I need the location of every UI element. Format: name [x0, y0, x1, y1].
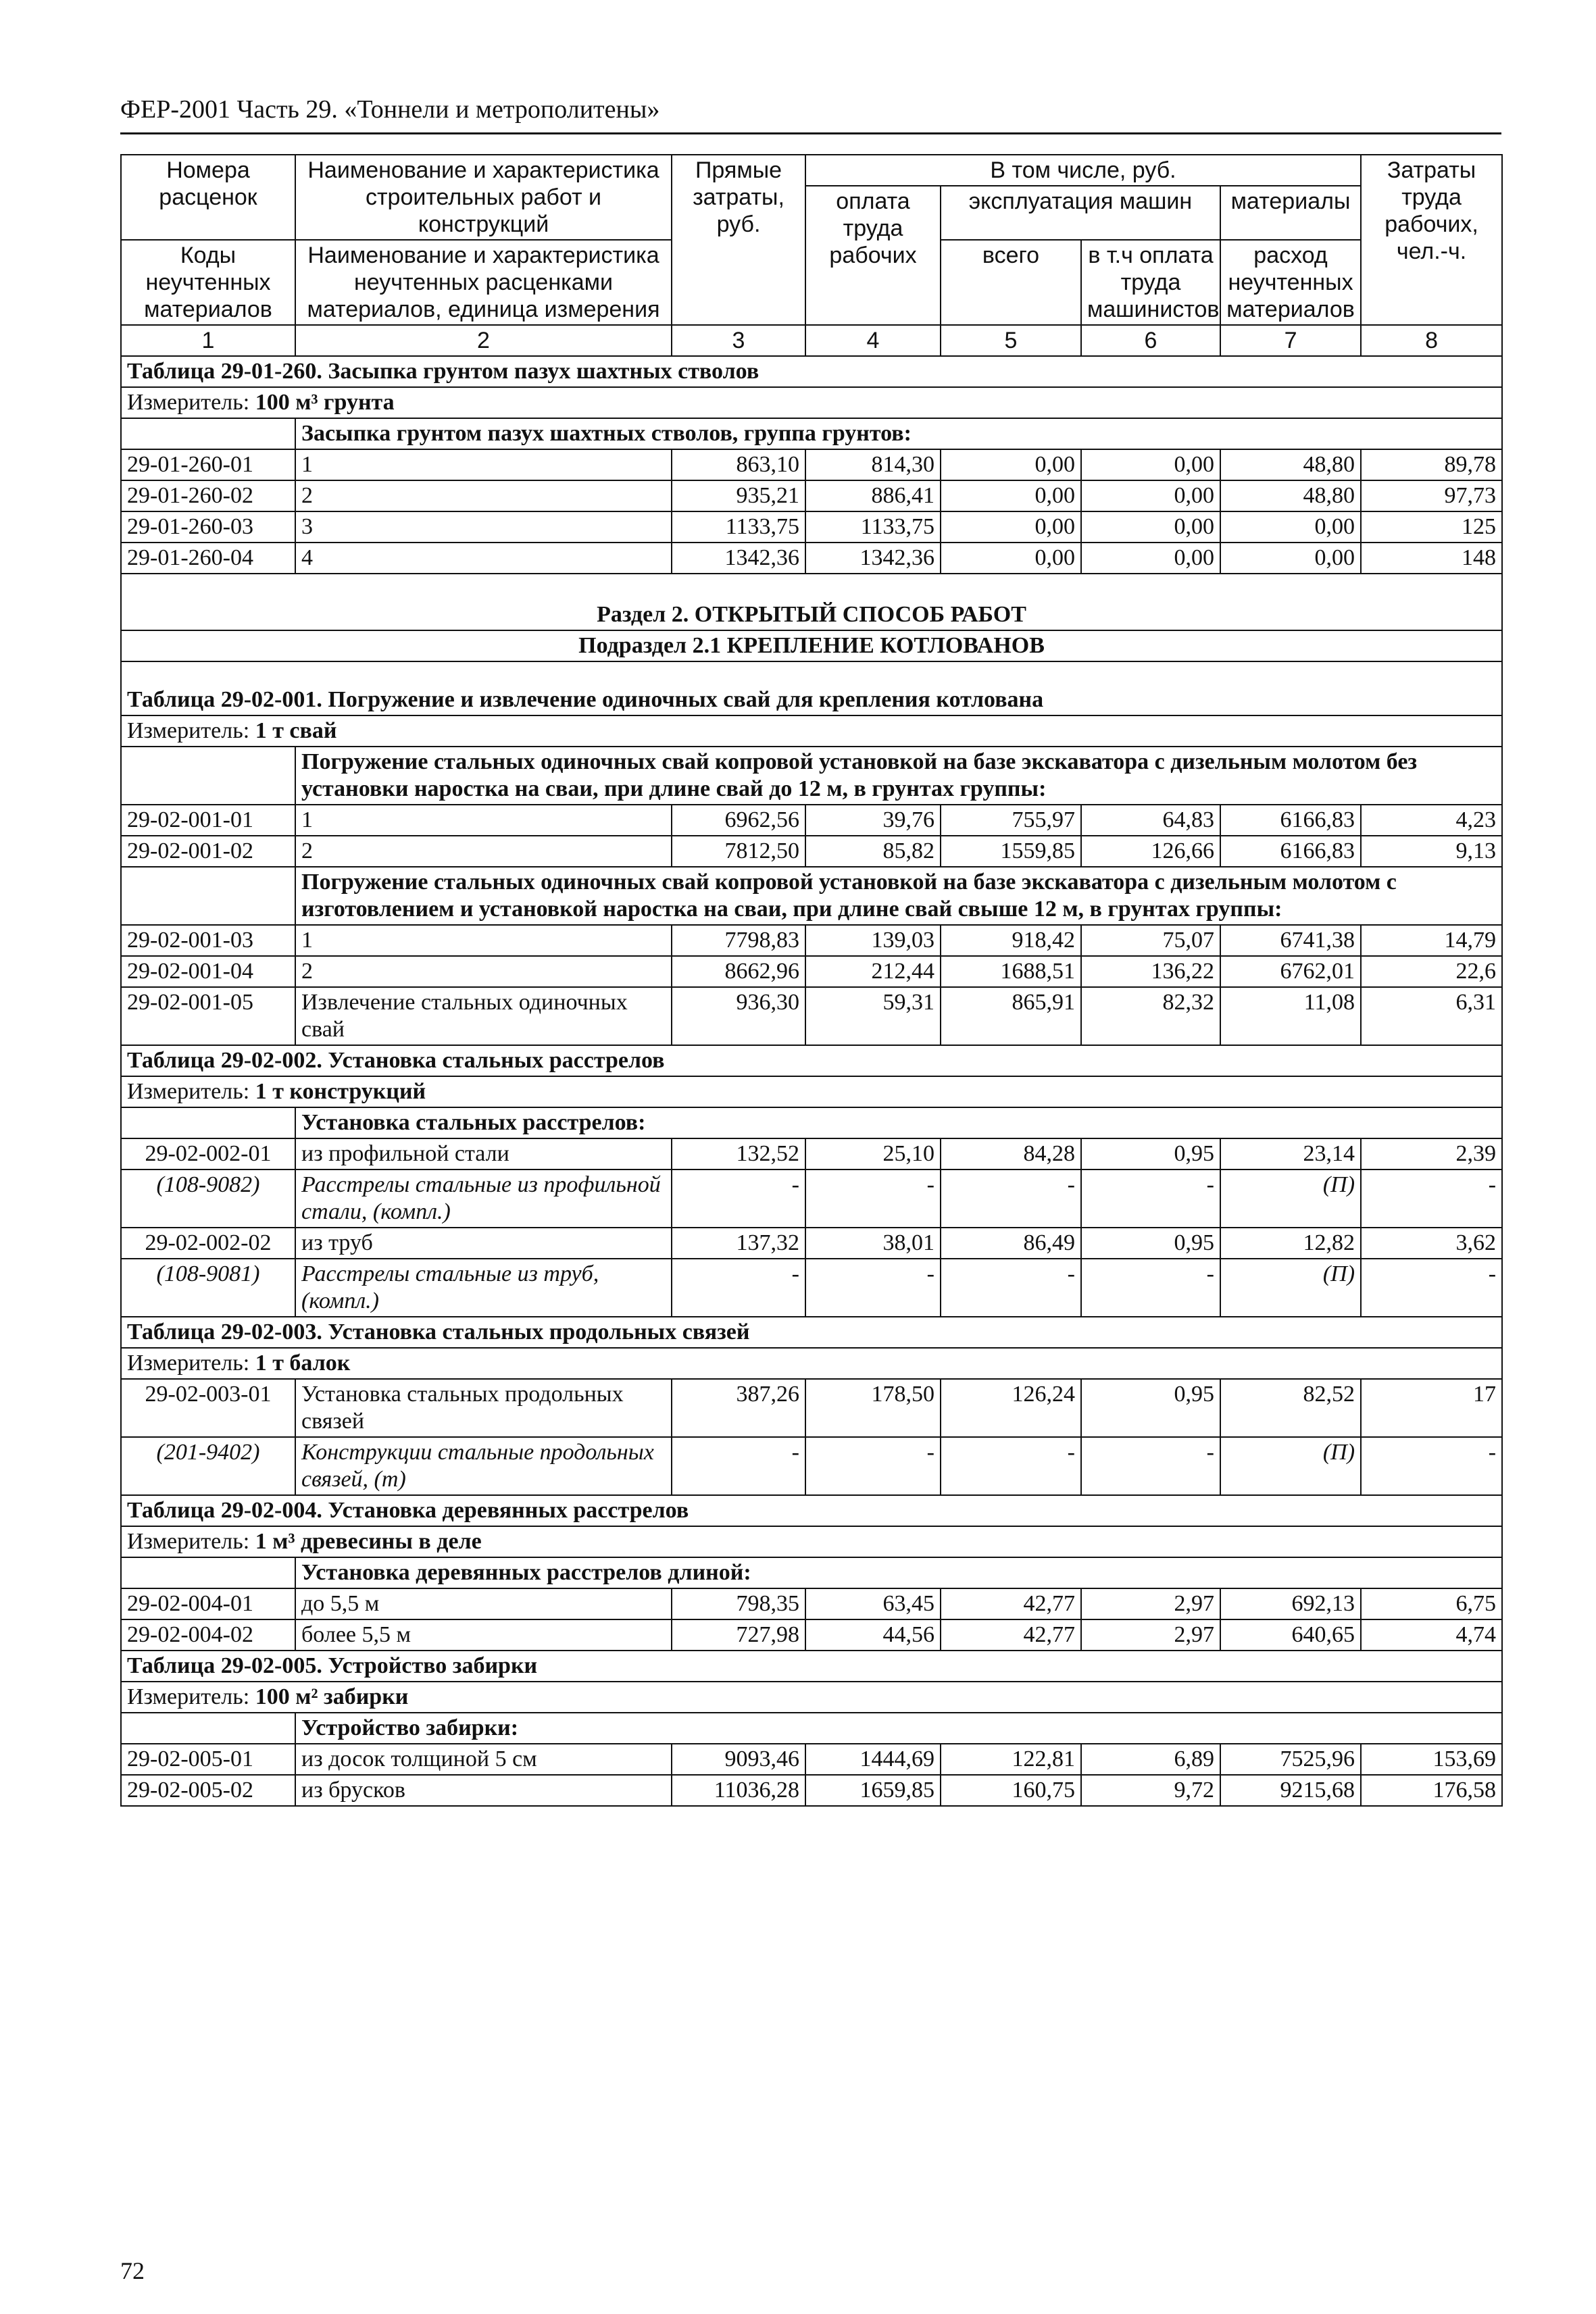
table-cell: 0,00 [1081, 449, 1220, 480]
col-machines-header: эксплуатация машин [941, 186, 1220, 240]
table-cell: - [1361, 1259, 1502, 1317]
table-cell: - [941, 1259, 1081, 1317]
table-cell: 1342,36 [672, 543, 805, 574]
col-group-header: В том числе, руб. [805, 155, 1361, 186]
table-cell: из профильной стали [295, 1138, 672, 1169]
col-machines-total-header: всего [941, 240, 1081, 325]
col-name-header: Наименование и характеристика строительных работ и конструкций [295, 155, 672, 240]
table-cell: Установка стальных продольных связей [295, 1379, 672, 1437]
table-cell: 29-02-004-02 [121, 1619, 295, 1651]
group-heading: Погружение стальных одиночных свай копровой установкой на базе экскаватора с дизельным молотом без установки наростка на сваи, при длине свай до 12 м, в грунтах группы: [295, 747, 1502, 805]
table-cell: 63,45 [805, 1588, 941, 1619]
table-cell: 139,03 [805, 925, 941, 956]
table-cell: 1444,69 [805, 1744, 941, 1775]
table-cell: 39,76 [805, 805, 941, 836]
table-cell: 25,10 [805, 1138, 941, 1169]
group-heading: Устройство забирки: [295, 1713, 1502, 1744]
table-cell: 23,14 [1220, 1138, 1361, 1169]
table-cell: 6166,83 [1220, 805, 1361, 836]
table-row [121, 1775, 1502, 1806]
col-wages-header: оплата труда рабочих [805, 186, 941, 325]
table-cell: 11,08 [1220, 987, 1361, 1045]
table-cell: 886,41 [805, 480, 941, 511]
table-cell: - [941, 1169, 1081, 1228]
table-cell: до 5,5 м [295, 1588, 672, 1619]
table-cell: 2,97 [1081, 1619, 1220, 1651]
table-cell: 0,00 [941, 543, 1081, 574]
material-row [121, 1169, 1502, 1228]
col-material-consumption-header: расход неучтенных материалов [1220, 240, 1361, 325]
col-materials-header: материалы [1220, 186, 1361, 240]
table-cell: Конструкции стальные продольных связей, (т) [295, 1437, 672, 1495]
table-cell: - [1361, 1169, 1502, 1228]
table-cell: 6166,83 [1220, 836, 1361, 867]
table-cell: 29-02-005-02 [121, 1775, 295, 1806]
table-cell: 3 [295, 511, 672, 543]
table-cell: 137,32 [672, 1228, 805, 1259]
table-cell: (108-9082) [121, 1169, 295, 1228]
table-cell: 122,81 [941, 1744, 1081, 1775]
table-cell: 0,00 [1220, 511, 1361, 543]
table-cell: 38,01 [805, 1228, 941, 1259]
table-cell: 1559,85 [941, 836, 1081, 867]
table-cell: 0,00 [1081, 480, 1220, 511]
table-cell: 7525,96 [1220, 1744, 1361, 1775]
table-cell: 97,73 [1361, 480, 1502, 511]
table-cell: 0,00 [1220, 543, 1361, 574]
table-row [121, 836, 1502, 867]
table-cell: 126,24 [941, 1379, 1081, 1437]
table-cell: 0,00 [941, 480, 1081, 511]
table-cell: 42,77 [941, 1619, 1081, 1651]
table-row [121, 956, 1502, 987]
table-row [121, 805, 1502, 836]
table-cell: 29-01-260-02 [121, 480, 295, 511]
table-cell: (П) [1220, 1437, 1361, 1495]
table-cell: 178,50 [805, 1379, 941, 1437]
table-cell: 22,6 [1361, 956, 1502, 987]
page-header: ФЕР-2001 Часть 29. «Тоннели и метрополитены» [120, 95, 660, 124]
table-cell: 1659,85 [805, 1775, 941, 1806]
table-cell: 865,91 [941, 987, 1081, 1045]
table-cell: 2,39 [1361, 1138, 1502, 1169]
group-heading: Установка деревянных расстрелов длиной: [295, 1557, 1502, 1588]
table-cell: 59,31 [805, 987, 941, 1045]
table-cell: 11036,28 [672, 1775, 805, 1806]
table-cell: 4,74 [1361, 1619, 1502, 1651]
table-cell: 86,49 [941, 1228, 1081, 1259]
table-cell: 0,95 [1081, 1138, 1220, 1169]
table-cell: 9215,68 [1220, 1775, 1361, 1806]
table-cell: 3,62 [1361, 1228, 1502, 1259]
table-cell: Расстрелы стальные из труб, (компл.) [295, 1259, 672, 1317]
table-cell: 9,72 [1081, 1775, 1220, 1806]
table-cell: - [805, 1437, 941, 1495]
table-cell: 1133,75 [672, 511, 805, 543]
material-row [121, 1259, 1502, 1317]
table-cell: 0,95 [1081, 1228, 1220, 1259]
table-row [121, 1744, 1502, 1775]
table-title: Таблица 29-02-005. Устройство забирки [121, 1651, 1502, 1682]
table-cell: 44,56 [805, 1619, 941, 1651]
table-cell: 1688,51 [941, 956, 1081, 987]
column-number-row: 1 2 3 4 5 6 7 8 [121, 325, 1502, 356]
table-cell: 0,00 [941, 449, 1081, 480]
meter-line: Измеритель: 1 т конструкций [121, 1076, 1502, 1107]
table-cell: 863,10 [672, 449, 805, 480]
table-cell: - [805, 1259, 941, 1317]
table-cell: - [1081, 1259, 1220, 1317]
table-cell: 29-02-004-01 [121, 1588, 295, 1619]
table-cell: 1 [295, 449, 672, 480]
table-cell: 132,52 [672, 1138, 805, 1169]
table-cell: 935,21 [672, 480, 805, 511]
table-cell: Расстрелы стальные из профильной стали, (компл.) [295, 1169, 672, 1228]
table-row [121, 1228, 1502, 1259]
table-cell: 48,80 [1220, 449, 1361, 480]
col-material-codes-header: Коды неучтенных материалов [121, 240, 295, 325]
col-codes-header: Номера расценок [121, 155, 295, 240]
table-row [121, 925, 1502, 956]
table-row [121, 511, 1502, 543]
table-title: Таблица 29-02-004. Установка деревянных расстрелов [121, 1495, 1502, 1526]
table-cell: 936,30 [672, 987, 805, 1045]
table-cell: 82,32 [1081, 987, 1220, 1045]
table-cell: - [672, 1259, 805, 1317]
table-cell: 1 [295, 805, 672, 836]
table-cell: 160,75 [941, 1775, 1081, 1806]
table-cell: - [672, 1169, 805, 1228]
table-cell: из брусков [295, 1775, 672, 1806]
page-number: 72 [120, 2257, 145, 2284]
table-cell: 75,07 [1081, 925, 1220, 956]
table-cell: 212,44 [805, 956, 941, 987]
table-cell: 7798,83 [672, 925, 805, 956]
col-labor-hours-header: Затраты труда рабочих, чел.-ч. [1361, 155, 1502, 325]
table-cell: 7812,50 [672, 836, 805, 867]
rates-table [120, 154, 1503, 1807]
table-cell: 17 [1361, 1379, 1502, 1437]
table-cell: 29-01-260-03 [121, 511, 295, 543]
table-cell: 29-02-001-04 [121, 956, 295, 987]
table-row [121, 987, 1502, 1045]
table-cell: 89,78 [1361, 449, 1502, 480]
table-cell: 727,98 [672, 1619, 805, 1651]
table-cell: 814,30 [805, 449, 941, 480]
table-cell: 29-01-260-01 [121, 449, 295, 480]
table-row [121, 543, 1502, 574]
table-cell: 29-01-260-04 [121, 543, 295, 574]
table-cell: - [1081, 1437, 1220, 1495]
table-cell: 29-02-001-01 [121, 805, 295, 836]
table-cell: 6762,01 [1220, 956, 1361, 987]
table-cell: 29-02-005-01 [121, 1744, 295, 1775]
meter-line: Измеритель: 100 м³ грунта [121, 387, 1502, 418]
table-row [121, 449, 1502, 480]
table-row [121, 1588, 1502, 1619]
table-cell: 755,97 [941, 805, 1081, 836]
table-cell: - [1361, 1437, 1502, 1495]
document-body [120, 154, 1501, 1807]
table-cell: 798,35 [672, 1588, 805, 1619]
table-cell: - [1081, 1169, 1220, 1228]
table-cell: 0,95 [1081, 1379, 1220, 1437]
table-cell: 29-02-002-01 [121, 1138, 295, 1169]
group-heading: Установка стальных расстрелов: [295, 1107, 1502, 1138]
table-cell: 4 [295, 543, 672, 574]
table-cell: Извлечение стальных одиночных свай [295, 987, 672, 1045]
table-cell: 6,89 [1081, 1744, 1220, 1775]
table-cell: 918,42 [941, 925, 1081, 956]
table-cell: 84,28 [941, 1138, 1081, 1169]
table-cell: 2,97 [1081, 1588, 1220, 1619]
table-cell: более 5,5 м [295, 1619, 672, 1651]
table-title: Таблица 29-02-003. Установка стальных продольных связей [121, 1317, 1502, 1348]
table-row [121, 1619, 1502, 1651]
table-cell: 29-02-001-02 [121, 836, 295, 867]
table-cell: 29-02-003-01 [121, 1379, 295, 1437]
material-row [121, 1437, 1502, 1495]
table-cell: 692,13 [1220, 1588, 1361, 1619]
table-cell: (П) [1220, 1169, 1361, 1228]
table-cell: 29-02-002-02 [121, 1228, 295, 1259]
table-cell: 148 [1361, 543, 1502, 574]
table-cell: 82,52 [1220, 1379, 1361, 1437]
table-cell: 6,31 [1361, 987, 1502, 1045]
table-cell: 0,00 [1081, 511, 1220, 543]
subsection-title: Подраздел 2.1 КРЕПЛЕНИЕ КОТЛОВАНОВ [121, 630, 1502, 661]
table-cell: 14,79 [1361, 925, 1502, 956]
table-cell: 29-02-001-03 [121, 925, 295, 956]
table-cell: 1133,75 [805, 511, 941, 543]
table-cell: 6741,38 [1220, 925, 1361, 956]
table-cell: 6,75 [1361, 1588, 1502, 1619]
table-cell: 4,23 [1361, 805, 1502, 836]
table-cell: 6962,56 [672, 805, 805, 836]
table-cell: (201-9402) [121, 1437, 295, 1495]
table-cell: из досок толщиной 5 см [295, 1744, 672, 1775]
col-material-names-header: Наименование и характеристика неучтенных расценками материалов, единица измерения [295, 240, 672, 325]
table-cell: 64,83 [1081, 805, 1220, 836]
table-cell: 153,69 [1361, 1744, 1502, 1775]
table-cell: 29-02-001-05 [121, 987, 295, 1045]
table-cell: - [941, 1437, 1081, 1495]
table-cell: 1342,36 [805, 543, 941, 574]
table-cell: 126,66 [1081, 836, 1220, 867]
col-direct-costs-header: Прямые затраты, руб. [672, 155, 805, 325]
table-cell: 0,00 [1081, 543, 1220, 574]
table-title: Таблица 29-02-001. Погружение и извлечение одиночных свай для крепления котлована [121, 661, 1502, 715]
table-cell: (П) [1220, 1259, 1361, 1317]
table-cell: (108-9081) [121, 1259, 295, 1317]
col-operator-wages-header: в т.ч оплата труда машинистов [1081, 240, 1220, 325]
table-row [121, 1379, 1502, 1437]
table-title: Таблица 29-02-002. Установка стальных расстрелов [121, 1045, 1502, 1076]
table-cell: - [672, 1437, 805, 1495]
group-heading: Засыпка грунтом пазух шахтных стволов, группа грунтов: [295, 418, 1502, 449]
table-cell: 125 [1361, 511, 1502, 543]
table-cell: 9,13 [1361, 836, 1502, 867]
table-cell: 0,00 [941, 511, 1081, 543]
table-cell: 176,58 [1361, 1775, 1502, 1806]
group-heading: Погружение стальных одиночных свай копровой установкой на базе экскаватора с дизельным молотом с изготовлением и установкой наростка на сваи, при длине свай свыше 12 м, в грунтах группы: [295, 867, 1502, 925]
table-cell: 85,82 [805, 836, 941, 867]
header-rule [120, 132, 1501, 134]
table-cell: 12,82 [1220, 1228, 1361, 1259]
table-row [121, 1138, 1502, 1169]
table-cell: 48,80 [1220, 480, 1361, 511]
table-cell: 42,77 [941, 1588, 1081, 1619]
table-cell: 387,26 [672, 1379, 805, 1437]
meter-line: Измеритель: 1 т свай [121, 715, 1502, 747]
table-cell: 2 [295, 956, 672, 987]
table-row [121, 480, 1502, 511]
meter-line: Измеритель: 100 м² забирки [121, 1682, 1502, 1713]
table-cell: 9093,46 [672, 1744, 805, 1775]
table-cell: из труб [295, 1228, 672, 1259]
table-cell: 8662,96 [672, 956, 805, 987]
table-cell: 640,65 [1220, 1619, 1361, 1651]
meter-line: Измеритель: 1 т балок [121, 1348, 1502, 1379]
table-cell: 2 [295, 480, 672, 511]
table-cell: 136,22 [1081, 956, 1220, 987]
table-cell: 2 [295, 836, 672, 867]
table-title: Таблица 29-01-260. Засыпка грунтом пазух шахтных стволов [121, 356, 1502, 387]
meter-line: Измеритель: 1 м³ древесины в деле [121, 1526, 1502, 1557]
section-title: Раздел 2. ОТКРЫТЫЙ СПОСОБ РАБОТ [121, 574, 1502, 630]
table-cell: - [805, 1169, 941, 1228]
table-cell: 1 [295, 925, 672, 956]
table-header-row [121, 155, 1502, 186]
